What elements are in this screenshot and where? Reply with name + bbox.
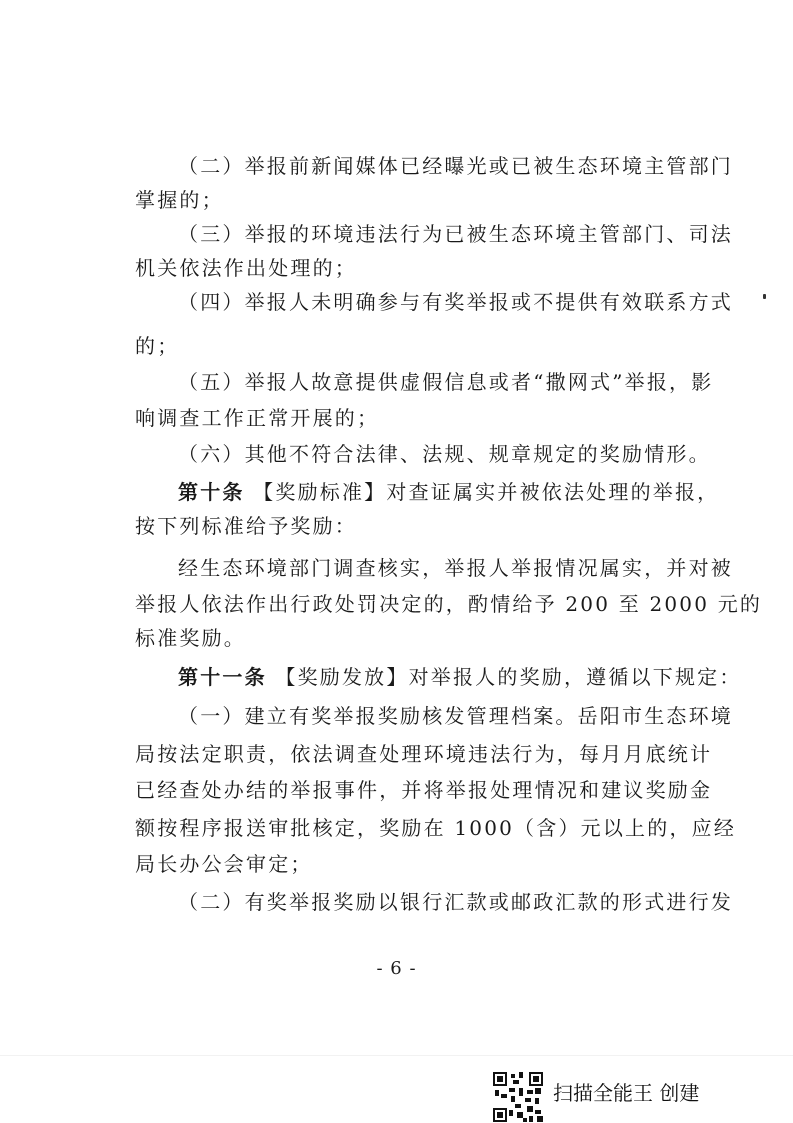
text-line: 机关依法作出处理的；	[135, 256, 357, 280]
text-line: 已经查处办结的举报事件，并将举报处理情况和建议奖励金	[135, 778, 713, 802]
scan-speck	[763, 294, 766, 299]
page-number: - 6 -	[376, 958, 417, 979]
text-line: （二）举报前新闻媒体已经曝光或已被生态环境主管部门	[178, 154, 733, 178]
article-11-line	[178, 661, 742, 693]
text-line: 经生态环境部门调查核实，举报人举报情况属实，并对被	[178, 556, 733, 580]
article-11-text: 【奖励发放】对举报人的奖励，遵循以下规定：	[275, 665, 742, 689]
text-line: （六）其他不符合法律、法规、规章规定的奖励情形。	[178, 442, 711, 466]
text-line: （五）举报人故意提供虚假信息或者“撒网式”举报，影	[178, 370, 714, 394]
text-line: 按下列标准给予奖励：	[135, 514, 357, 538]
text-line: 掌握的；	[135, 188, 224, 212]
text-line: （三）举报的环境违法行为已被生态环境主管部门、司法	[178, 222, 733, 246]
text-line: 局按法定职责，依法调查处理环境违法行为，每月月底统计	[135, 742, 713, 766]
text-line: 额按程序报送审批核定，奖励在 1000（含）元以上的，应经	[135, 816, 737, 840]
text-line: 响调查工作正常开展的；	[135, 406, 380, 430]
text-line: 举报人依法作出行政处罚决定的，酌情给予 200 至 2000 元的	[135, 592, 763, 616]
article-11-label: 第十一条	[178, 665, 267, 689]
text-line: 的；	[135, 334, 180, 358]
text-line: 局长办公会审定；	[135, 852, 313, 876]
article-10-text: 【奖励标准】对查证属实并被依法处理的举报，	[253, 480, 720, 504]
scanner-app-watermark: 扫描全能王 创建	[553, 1081, 700, 1105]
text-line: （一）建立有奖举报奖励核发管理档案。岳阳市生态环境	[178, 704, 733, 728]
article-10-line	[178, 476, 720, 508]
text-line: （二）有奖举报奖励以银行汇款或邮政汇款的形式进行发	[178, 890, 733, 914]
text-line: 标准奖励。	[135, 626, 246, 650]
qr-code-icon	[493, 1072, 543, 1122]
text-line: （四）举报人未明确参与有奖举报或不提供有效联系方式	[178, 290, 733, 314]
article-10-label: 第十条	[178, 480, 245, 504]
